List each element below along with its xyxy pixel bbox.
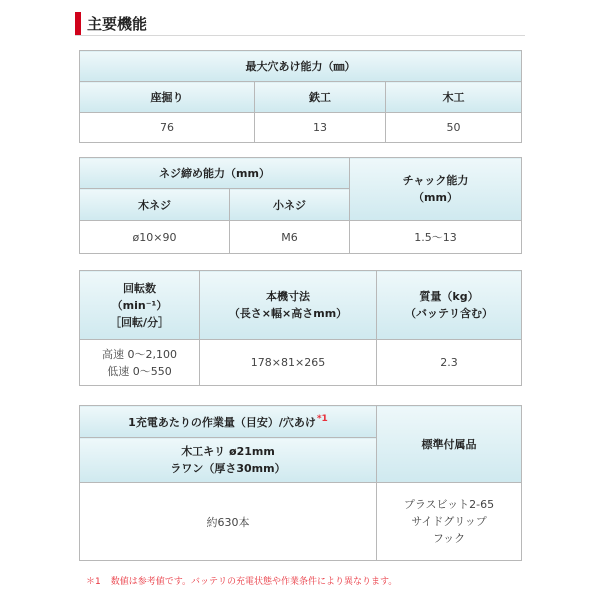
dimensions-header — [200, 271, 377, 340]
weight-value: 2.3 — [377, 340, 522, 386]
screw-value-wood: ø10×90 — [80, 221, 230, 254]
screw-header-wood: 木ネジ — [80, 189, 230, 221]
title-accent-bar — [75, 12, 81, 36]
spec-table — [79, 270, 522, 386]
footnote — [86, 574, 397, 587]
title-divider — [75, 35, 525, 36]
weight-header-line2: （バッテリ含む） — [405, 307, 493, 320]
footnote-marker: *1 — [316, 413, 328, 424]
chuck-capacity-unit: （mm） — [413, 191, 458, 204]
work-amount-title: 1充電あたりの作業量（目安）/穴あけ — [128, 415, 316, 429]
weight-header-line1: 質量（kg） — [419, 290, 479, 303]
chuck-capacity-header — [350, 158, 522, 221]
accessory-item: プラスビット2-65 — [403, 498, 495, 511]
rpm-value — [80, 340, 200, 386]
screw-capacity-table — [79, 157, 522, 254]
drilling-header-wood: 木工 — [386, 82, 522, 113]
chuck-capacity-value: 1.5～13 — [350, 221, 522, 254]
screw-capacity-title: ネジ締め能力（mm） — [80, 158, 350, 189]
drill-bit-line1: 木工キリ ø21mm — [181, 445, 275, 458]
accessory-item: サイドグリップ — [411, 515, 487, 528]
drill-bit-line2: ラワン（厚さ30mm） — [170, 462, 286, 475]
drilling-value-steel: 13 — [255, 113, 386, 143]
footnote-mark: ＊1 — [86, 577, 101, 587]
rpm-low: 低速 0～550 — [107, 364, 172, 378]
work-amount-value: 約630本 — [80, 483, 377, 561]
drilling-header-steel: 鉄工 — [255, 82, 386, 113]
accessories-header: 標準付属品 — [377, 406, 522, 483]
accessories-list — [377, 483, 522, 561]
drilling-value-counterbore: 76 — [80, 113, 255, 143]
dimensions-header-line2: （長さ×幅×高さmm） — [228, 307, 348, 320]
weight-header — [377, 271, 522, 340]
drilling-capacity-table — [79, 50, 522, 143]
screw-header-machine: 小ネジ — [230, 189, 350, 221]
page-title: 主要機能 — [87, 15, 148, 33]
rpm-high: 高速 0～2,100 — [102, 347, 177, 361]
rpm-header-line1: 回転数 — [123, 281, 156, 295]
drill-bit-header — [80, 438, 377, 483]
chuck-capacity-title: チャック能力 — [402, 174, 469, 187]
rpm-header-line3: ［回転/分］ — [109, 315, 170, 329]
footnote-text: 数値は参考値です。バッテリの充電状態や作業条件により異なります。 — [110, 577, 398, 587]
dimensions-value: 178×81×265 — [200, 340, 377, 386]
screw-value-machine: M6 — [230, 221, 350, 254]
drilling-value-wood: 50 — [386, 113, 522, 143]
rpm-header — [80, 271, 200, 340]
dimensions-header-line1: 本機寸法 — [266, 290, 310, 303]
rpm-header-line2: （min⁻¹） — [111, 298, 168, 312]
accessory-item: フック — [432, 532, 466, 545]
work-table — [79, 405, 522, 561]
work-amount-header — [80, 406, 377, 438]
drilling-header-counterbore: 座掘り — [80, 82, 255, 113]
drilling-capacity-title: 最大穴あけ能力（㎜） — [80, 51, 522, 82]
